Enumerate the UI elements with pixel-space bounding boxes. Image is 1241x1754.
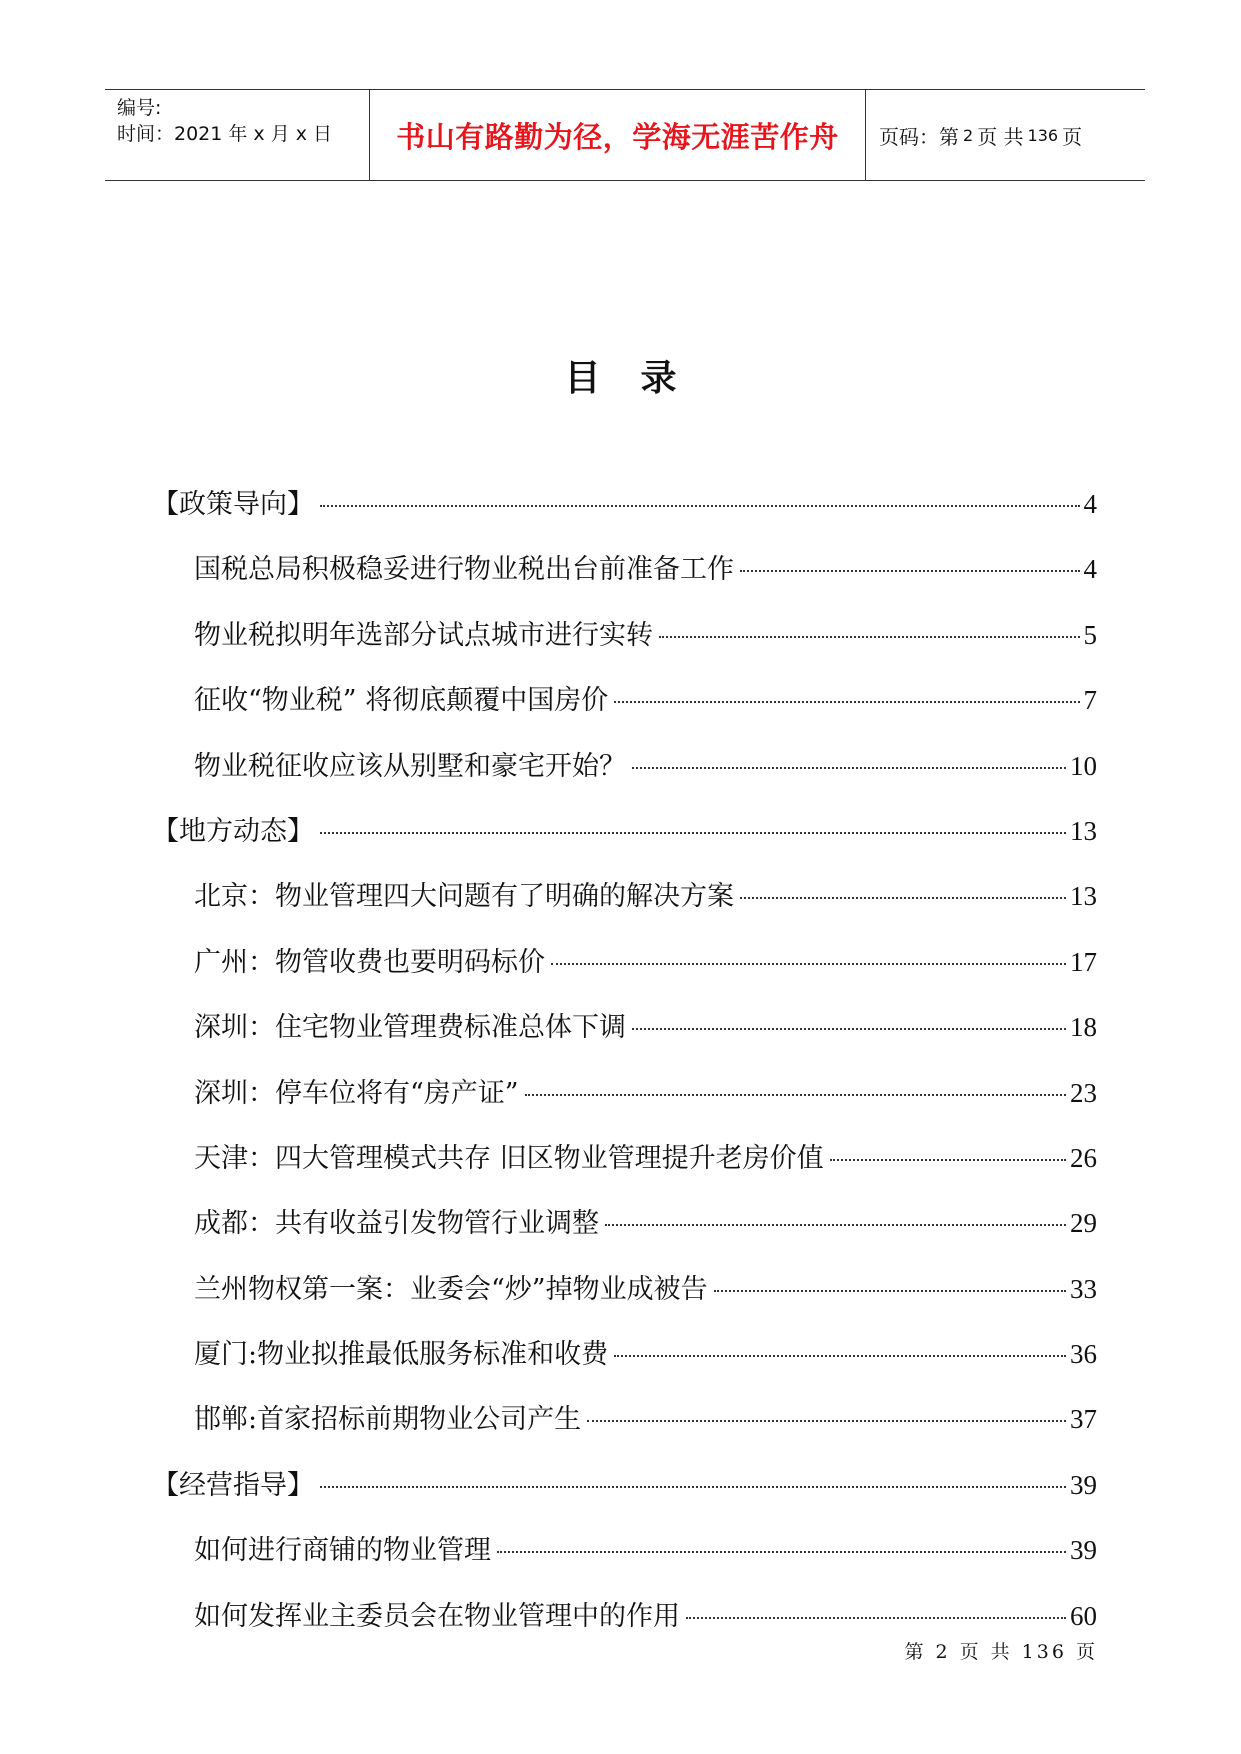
- table-of-contents: [152, 484, 1097, 1661]
- toc-item[interactable]: [152, 1138, 1097, 1203]
- toc-item[interactable]: [152, 1073, 1097, 1138]
- toc-dot-leader: [525, 1094, 1066, 1096]
- toc-item[interactable]: [152, 876, 1097, 941]
- toc-dot-leader: [605, 1224, 1066, 1226]
- document-number-label: 编号:: [117, 97, 162, 119]
- toc-entry-label: 北京：物业管理四大问题有了明确的解决方案: [194, 881, 734, 913]
- toc-item[interactable]: [152, 942, 1097, 1007]
- toc-item[interactable]: [152, 680, 1097, 745]
- toc-section[interactable]: [152, 484, 1097, 549]
- toc-item[interactable]: [152, 1334, 1097, 1399]
- toc-entry-label: 兰州物权第一案：业委会“炒”掉物业成被告: [194, 1273, 708, 1305]
- toc-entry-page: 18: [1070, 1012, 1097, 1043]
- toc-dot-leader: [714, 1290, 1066, 1292]
- toc-dot-leader: [587, 1420, 1066, 1422]
- toc-item[interactable]: [152, 615, 1097, 680]
- page-current: 2: [963, 125, 974, 145]
- page-suffix: 页: [1062, 124, 1083, 149]
- toc-dot-leader: [830, 1159, 1066, 1161]
- toc-dot-leader: [632, 1028, 1066, 1030]
- toc-entry-page: 37: [1070, 1404, 1097, 1435]
- toc-entry-label: 邯郸:首家招标前期物业公司产生: [194, 1404, 582, 1436]
- toc-entry-label: 【经营指导】: [152, 1469, 314, 1501]
- toc-dot-leader: [614, 1355, 1066, 1357]
- toc-entry-label: 如何发挥业主委员会在物业管理中的作用: [194, 1600, 680, 1632]
- toc-entry-page: 39: [1070, 1535, 1097, 1566]
- toc-dot-leader: [740, 570, 1080, 572]
- toc-entry-page: 13: [1070, 815, 1097, 846]
- toc-entry-page: 23: [1070, 1077, 1097, 1108]
- header-page-cell: [866, 90, 1145, 180]
- toc-item[interactable]: [152, 1269, 1097, 1334]
- toc-entry-label: 深圳：住宅物业管理费标准总体下调: [194, 1012, 626, 1044]
- toc-entry-page: 5: [1083, 619, 1097, 650]
- toc-dot-leader: [551, 963, 1066, 965]
- toc-dot-leader: [320, 832, 1066, 834]
- toc-entry-label: 天津：四大管理模式共存 旧区物业管理提升老房价值: [194, 1142, 824, 1174]
- toc-entry-label: 征收“物业税” 将彻底颠覆中国房价: [194, 685, 609, 717]
- toc-entry-page: 33: [1070, 1273, 1097, 1304]
- toc-entry-label: 国税总局积极稳妥进行物业税出台前准备工作: [194, 554, 734, 586]
- toc-dot-leader: [632, 767, 1066, 769]
- toc-entry-page: 39: [1070, 1469, 1097, 1500]
- toc-entry-page: 36: [1070, 1339, 1097, 1370]
- toc-entry-label: 物业税征收应该从别墅和豪宅开始？: [194, 750, 626, 782]
- toc-entry-page: 17: [1070, 946, 1097, 977]
- toc-dot-leader: [320, 505, 1080, 507]
- toc-entry-label: 【政策导向】: [152, 489, 314, 520]
- toc-item[interactable]: [152, 549, 1097, 614]
- toc-entry-label: 深圳：停车位将有“房产证”: [194, 1077, 519, 1109]
- toc-item[interactable]: [152, 1530, 1097, 1595]
- toc-entry-page: 26: [1070, 1142, 1097, 1173]
- page-header: [105, 89, 1145, 181]
- toc-entry-label: 如何进行商铺的物业管理: [194, 1535, 491, 1567]
- toc-dot-leader: [320, 1486, 1066, 1488]
- toc-entry-page: 13: [1070, 881, 1097, 912]
- page-total: 136: [1027, 125, 1059, 145]
- toc-section[interactable]: [152, 1465, 1097, 1530]
- toc-dot-leader: [686, 1617, 1066, 1619]
- toc-entry-label: 厦门:物业拟推最低服务标准和收费: [194, 1339, 609, 1371]
- toc-dot-leader: [497, 1551, 1066, 1553]
- toc-item[interactable]: [152, 746, 1097, 811]
- toc-entry-label: 【地方动态】: [152, 815, 314, 847]
- toc-item[interactable]: [152, 1203, 1097, 1268]
- toc-entry-label: 成都：共有收益引发物管行业调整: [194, 1208, 599, 1240]
- document-time-label: 时间：2021 年 x 月 x 日: [117, 123, 333, 145]
- page-prefix: 页码：第: [879, 124, 959, 149]
- toc-entry-page: 4: [1083, 554, 1097, 585]
- toc-title: 目录: [564, 358, 717, 399]
- toc-dot-leader: [659, 636, 1080, 638]
- page-middle: 页 共: [977, 124, 1024, 149]
- toc-entry-page: 4: [1083, 489, 1097, 519]
- header-motto: 书山有路勤为径，学海无涯苦作舟: [396, 119, 839, 154]
- header-motto-cell: [370, 90, 866, 180]
- toc-section[interactable]: [152, 811, 1097, 876]
- toc-item[interactable]: [152, 1007, 1097, 1072]
- toc-entry-page: 29: [1070, 1208, 1097, 1239]
- header-meta-cell: [105, 90, 370, 180]
- toc-entry-page: 60: [1070, 1600, 1097, 1631]
- page-footer: 第 2 页 共 136 页: [904, 1641, 1098, 1663]
- toc-entry-page: 7: [1083, 685, 1097, 716]
- toc-entry-label: 物业税拟明年选部分试点城市进行实转: [194, 619, 653, 651]
- toc-dot-leader: [614, 701, 1079, 703]
- toc-item[interactable]: [152, 1399, 1097, 1464]
- toc-dot-leader: [740, 897, 1066, 899]
- toc-entry-label: 广州：物管收费也要明码标价: [194, 946, 545, 978]
- toc-entry-page: 10: [1070, 750, 1097, 781]
